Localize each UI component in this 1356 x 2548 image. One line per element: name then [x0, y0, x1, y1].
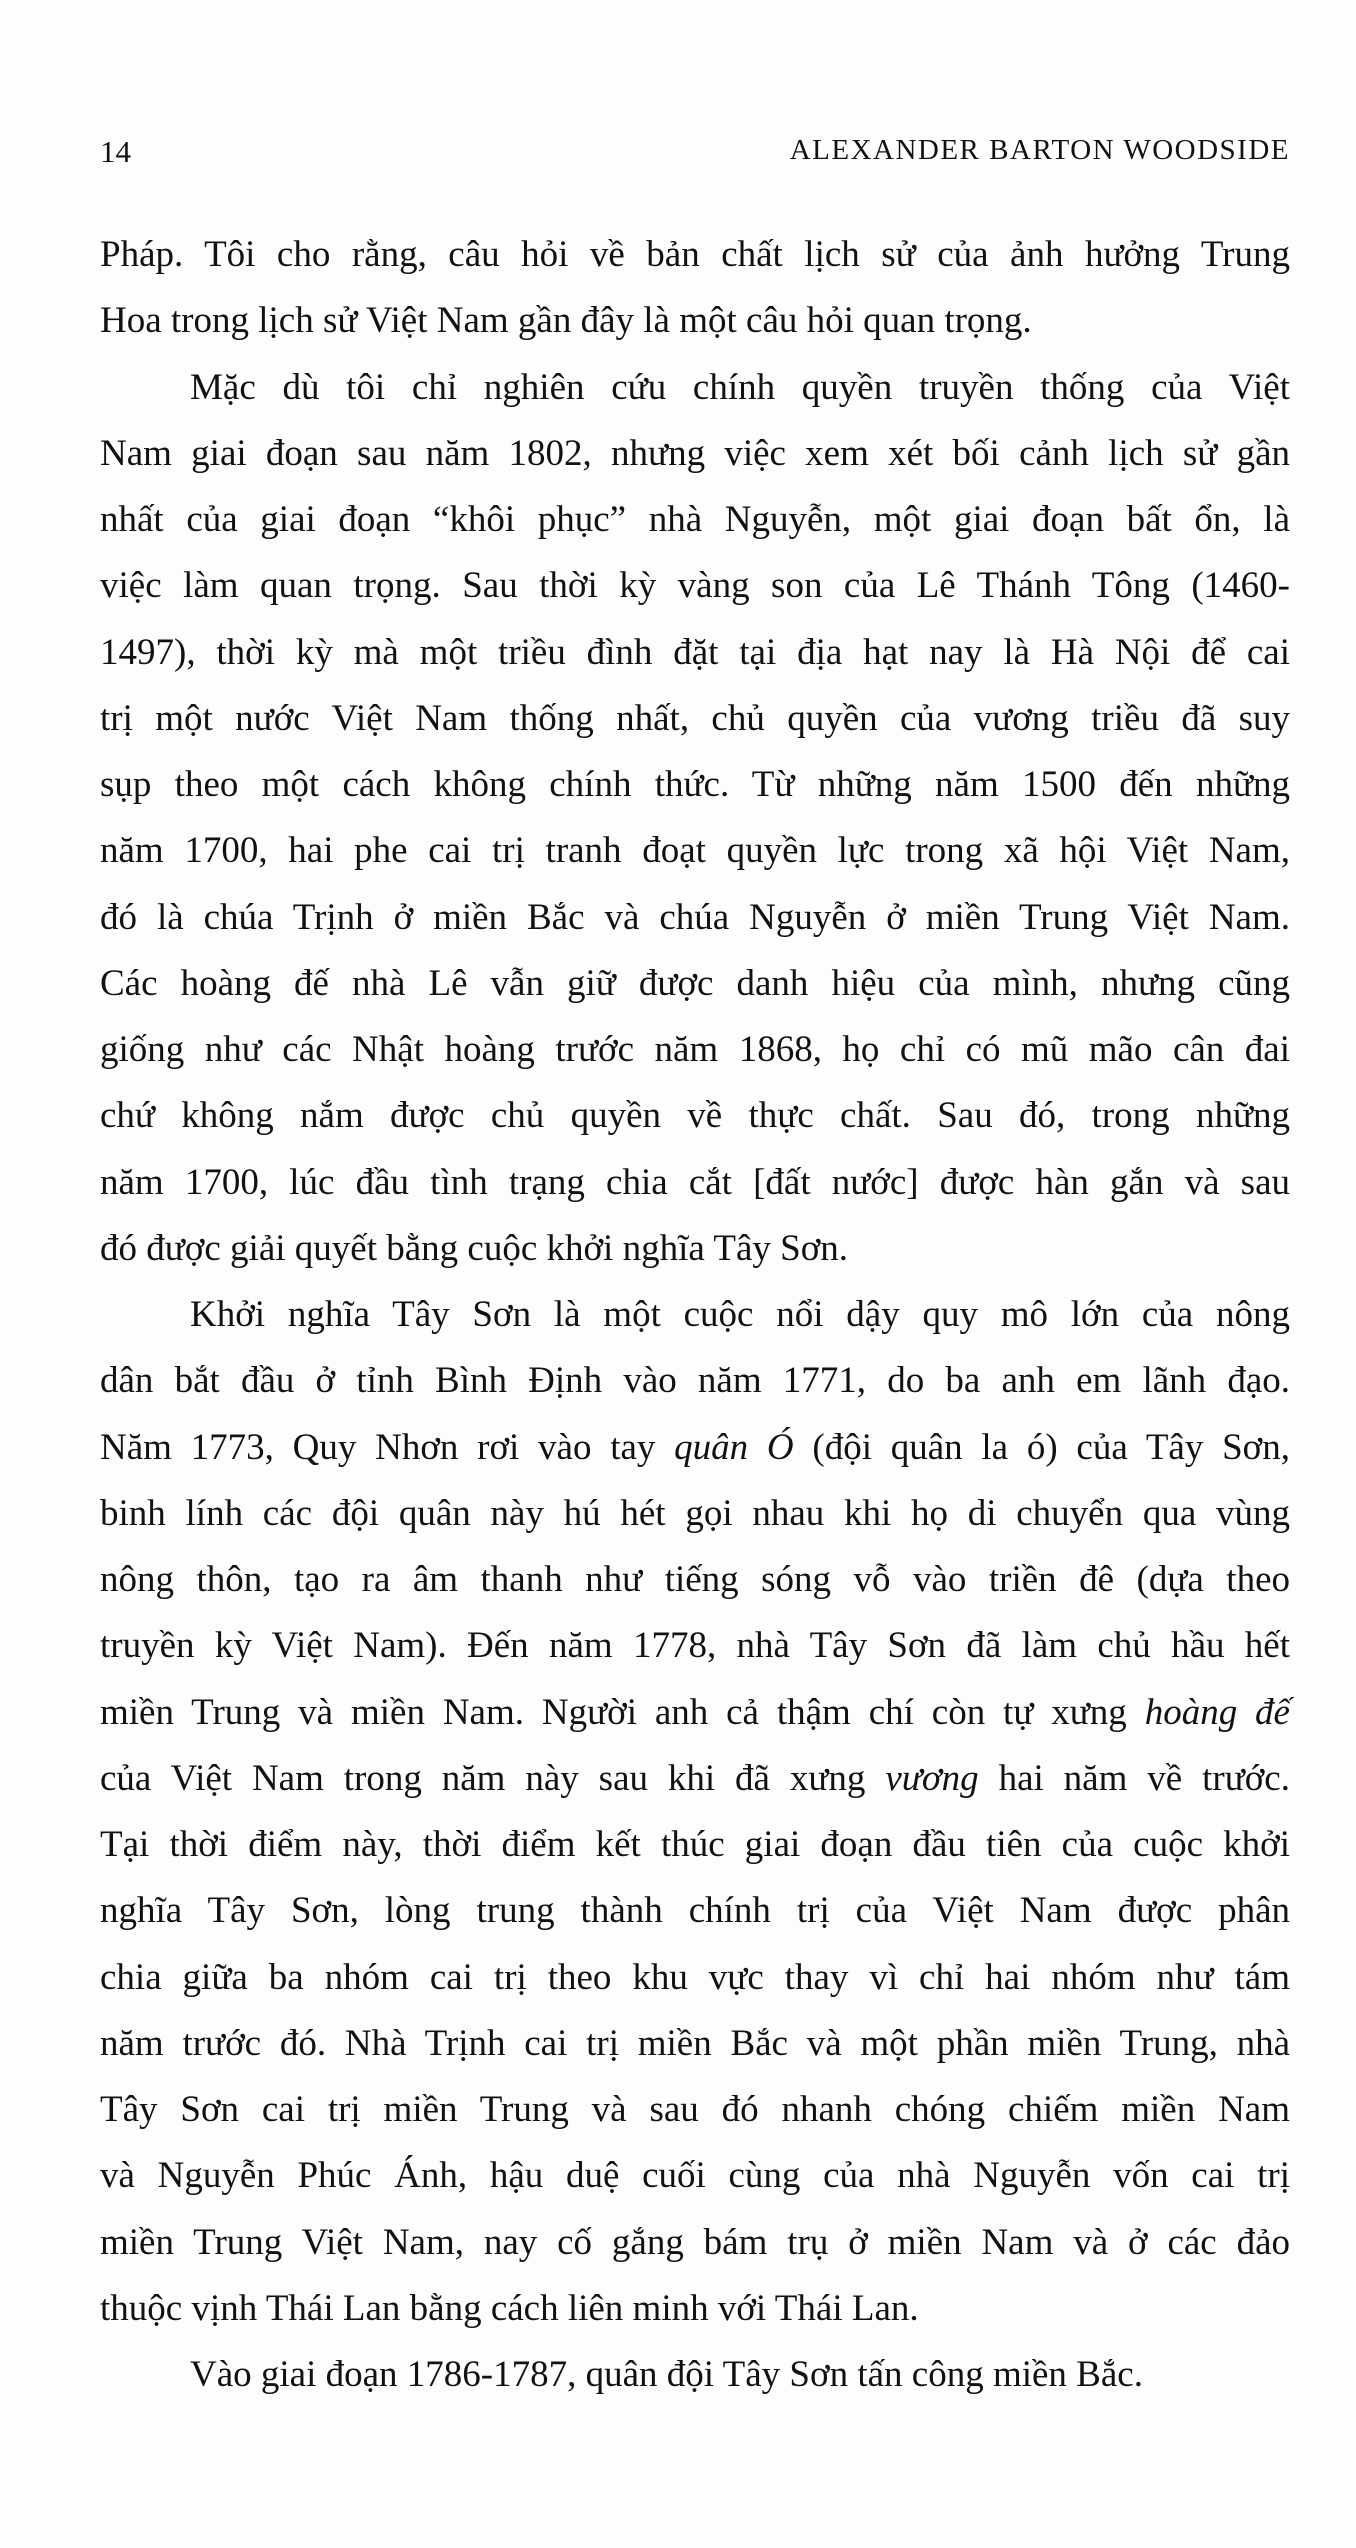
text-segment: đó là chúa Trịnh ở miền Bắc và chúa Nguyễn ở miền Trung Việt Nam. — [100, 896, 1290, 938]
text-segment: và Nguyễn Phúc Ánh, hậu duệ cuối cùng của nhà Nguyễn vốn cai trị — [100, 2155, 1290, 2197]
text-line — [100, 1746, 1290, 1812]
text-line — [100, 1613, 1290, 1679]
text-line — [100, 1878, 1290, 1944]
text-line — [100, 885, 1290, 951]
text-segment: chứ không nắm được chủ quyền về thực chất. Sau đó, trong những — [100, 1095, 1290, 1137]
text-segment: nghĩa Tây Sơn, lòng trung thành chính trị của Việt Nam được phân — [100, 1890, 1290, 1932]
text-segment: năm trước đó. Nhà Trịnh cai trị miền Bắc và một phần miền Trung, nhà — [100, 2022, 1290, 2064]
text-line — [100, 1017, 1290, 1083]
text-segment: dân bắt đầu ở tỉnh Bình Định vào năm 1771, do ba anh em lãnh đạo. — [100, 1360, 1290, 1402]
text-line — [100, 2143, 1290, 2209]
text-line — [100, 2210, 1290, 2276]
text-segment: Vào giai đoạn 1786-1787, quân đội Tây Sơn tấn công miền Bắc. — [190, 2354, 1143, 2395]
text-segment: miền Trung Việt Nam, nay cố gắng bám trụ ở miền Nam và ở các đảo — [100, 2221, 1290, 2263]
text-segment: nông thôn, tạo ra âm thanh như tiếng sóng vỗ vào triền đê (dựa theo — [100, 1559, 1290, 1600]
page-header — [100, 128, 1290, 178]
text-line — [100, 1812, 1290, 1878]
text-segment: Mặc dù tôi chỉ nghiên cứu chính quyền truyền thống của Việt — [190, 366, 1290, 408]
text-line — [100, 2011, 1290, 2077]
text-segment: Các hoàng đế nhà Lê vẫn giữ được danh hiệu của mình, nhưng cũng — [100, 962, 1290, 1004]
text-line — [100, 1945, 1290, 2011]
text-line — [100, 2276, 1290, 2342]
text-line — [100, 1415, 1290, 1481]
text-segment: 1497), thời kỳ mà một triều đình đặt tại địa hạt nay là Hà Nội để cai — [100, 631, 1290, 673]
text-line — [100, 2077, 1290, 2143]
text-segment: binh lính các đội quân này hú hét gọi nhau khi họ di chuyển qua vùng — [100, 1492, 1290, 1534]
text-line — [100, 222, 1290, 288]
text-segment: năm 1700, hai phe cai trị tranh đoạt quyền lực trong xã hội Việt Nam, — [100, 830, 1290, 872]
text-line — [100, 1083, 1290, 1149]
text-line — [100, 818, 1290, 884]
text-segment: thuộc vịnh Thái Lan bằng cách liên minh với Thái Lan. — [100, 2287, 919, 2329]
text-segment: Hoa trong lịch sử Việt Nam gần đây là một câu hỏi quan trọng. — [100, 300, 1032, 342]
text-segment: chia giữa ba nhóm cai trị theo khu vực thay vì chỉ hai nhóm như tám — [100, 1956, 1290, 1998]
page-number: 14 — [100, 134, 131, 169]
text-segment: hai năm về trước. — [978, 1757, 1290, 1799]
text-line — [100, 1481, 1290, 1547]
text-line — [100, 288, 1290, 354]
text-line — [100, 1547, 1290, 1613]
text-line — [100, 1150, 1290, 1216]
text-segment: sụp theo một cách không chính thức. Từ những năm 1500 đến những — [100, 764, 1290, 805]
text-segment: của Việt Nam trong năm này sau khi đã xưng — [100, 1757, 886, 1799]
text-line — [100, 487, 1290, 553]
italic-term: vương — [885, 1757, 979, 1799]
text-segment: Năm 1773, Quy Nhơn rơi vào tay — [100, 1426, 675, 1468]
text-segment: Nam giai đoạn sau năm 1802, nhưng việc xem xét bối cảnh lịch sử gần — [100, 432, 1290, 474]
text-line — [100, 1680, 1290, 1746]
text-segment: việc làm quan trọng. Sau thời kỳ vàng son của Lê Thánh Tông (1460- — [100, 565, 1290, 607]
text-line — [100, 2342, 1290, 2408]
text-segment: Tại thời điểm này, thời điểm kết thúc giai đoạn đầu tiên của cuộc khởi — [100, 1824, 1290, 1865]
italic-term: quân Ó — [674, 1426, 794, 1468]
text-segment: năm 1700, lúc đầu tình trạng chia cắt [đất nước] được hàn gắn và sau — [100, 1161, 1290, 1203]
text-line — [100, 553, 1290, 619]
text-line — [100, 752, 1290, 818]
text-segment: Pháp. Tôi cho rằng, câu hỏi về bản chất lịch sử của ảnh hưởng Trung — [100, 234, 1290, 275]
text-line — [100, 1348, 1290, 1414]
text-segment: giống như các Nhật hoàng trước năm 1868, họ chỉ có mũ mão cân đai — [100, 1029, 1290, 1070]
text-line — [100, 355, 1290, 421]
text-line — [100, 620, 1290, 686]
text-segment: đó được giải quyết bằng cuộc khởi nghĩa Tây Sơn. — [100, 1227, 849, 1269]
text-line — [100, 686, 1290, 752]
text-line — [100, 421, 1290, 487]
text-segment: (đội quân la ó) của Tây Sơn, — [793, 1426, 1290, 1468]
text-segment: truyền kỳ Việt Nam). Đến năm 1778, nhà Tây Sơn đã làm chủ hầu hết — [100, 1625, 1290, 1667]
text-line — [100, 1282, 1290, 1348]
running-head-author: ALEXANDER BARTON WOODSIDE — [789, 134, 1290, 166]
text-segment: trị một nước Việt Nam thống nhất, chủ quyền của vương triều đã suy — [100, 697, 1290, 739]
text-segment: miền Trung và miền Nam. Người anh cả thậm chí còn tự xưng — [100, 1691, 1145, 1733]
text-segment: nhất của giai đoạn “khôi phục” nhà Nguyễn, một giai đoạn bất ổn, là — [100, 499, 1290, 540]
body-text — [100, 222, 1290, 2408]
text-segment: Khởi nghĩa Tây Sơn là một cuộc nổi dậy quy mô lớn của nông — [190, 1294, 1290, 1335]
text-line — [100, 1216, 1290, 1282]
text-line — [100, 951, 1290, 1017]
italic-term: hoàng đế — [1144, 1691, 1290, 1733]
text-segment: Tây Sơn cai trị miền Trung và sau đó nhanh chóng chiếm miền Nam — [100, 2089, 1290, 2130]
